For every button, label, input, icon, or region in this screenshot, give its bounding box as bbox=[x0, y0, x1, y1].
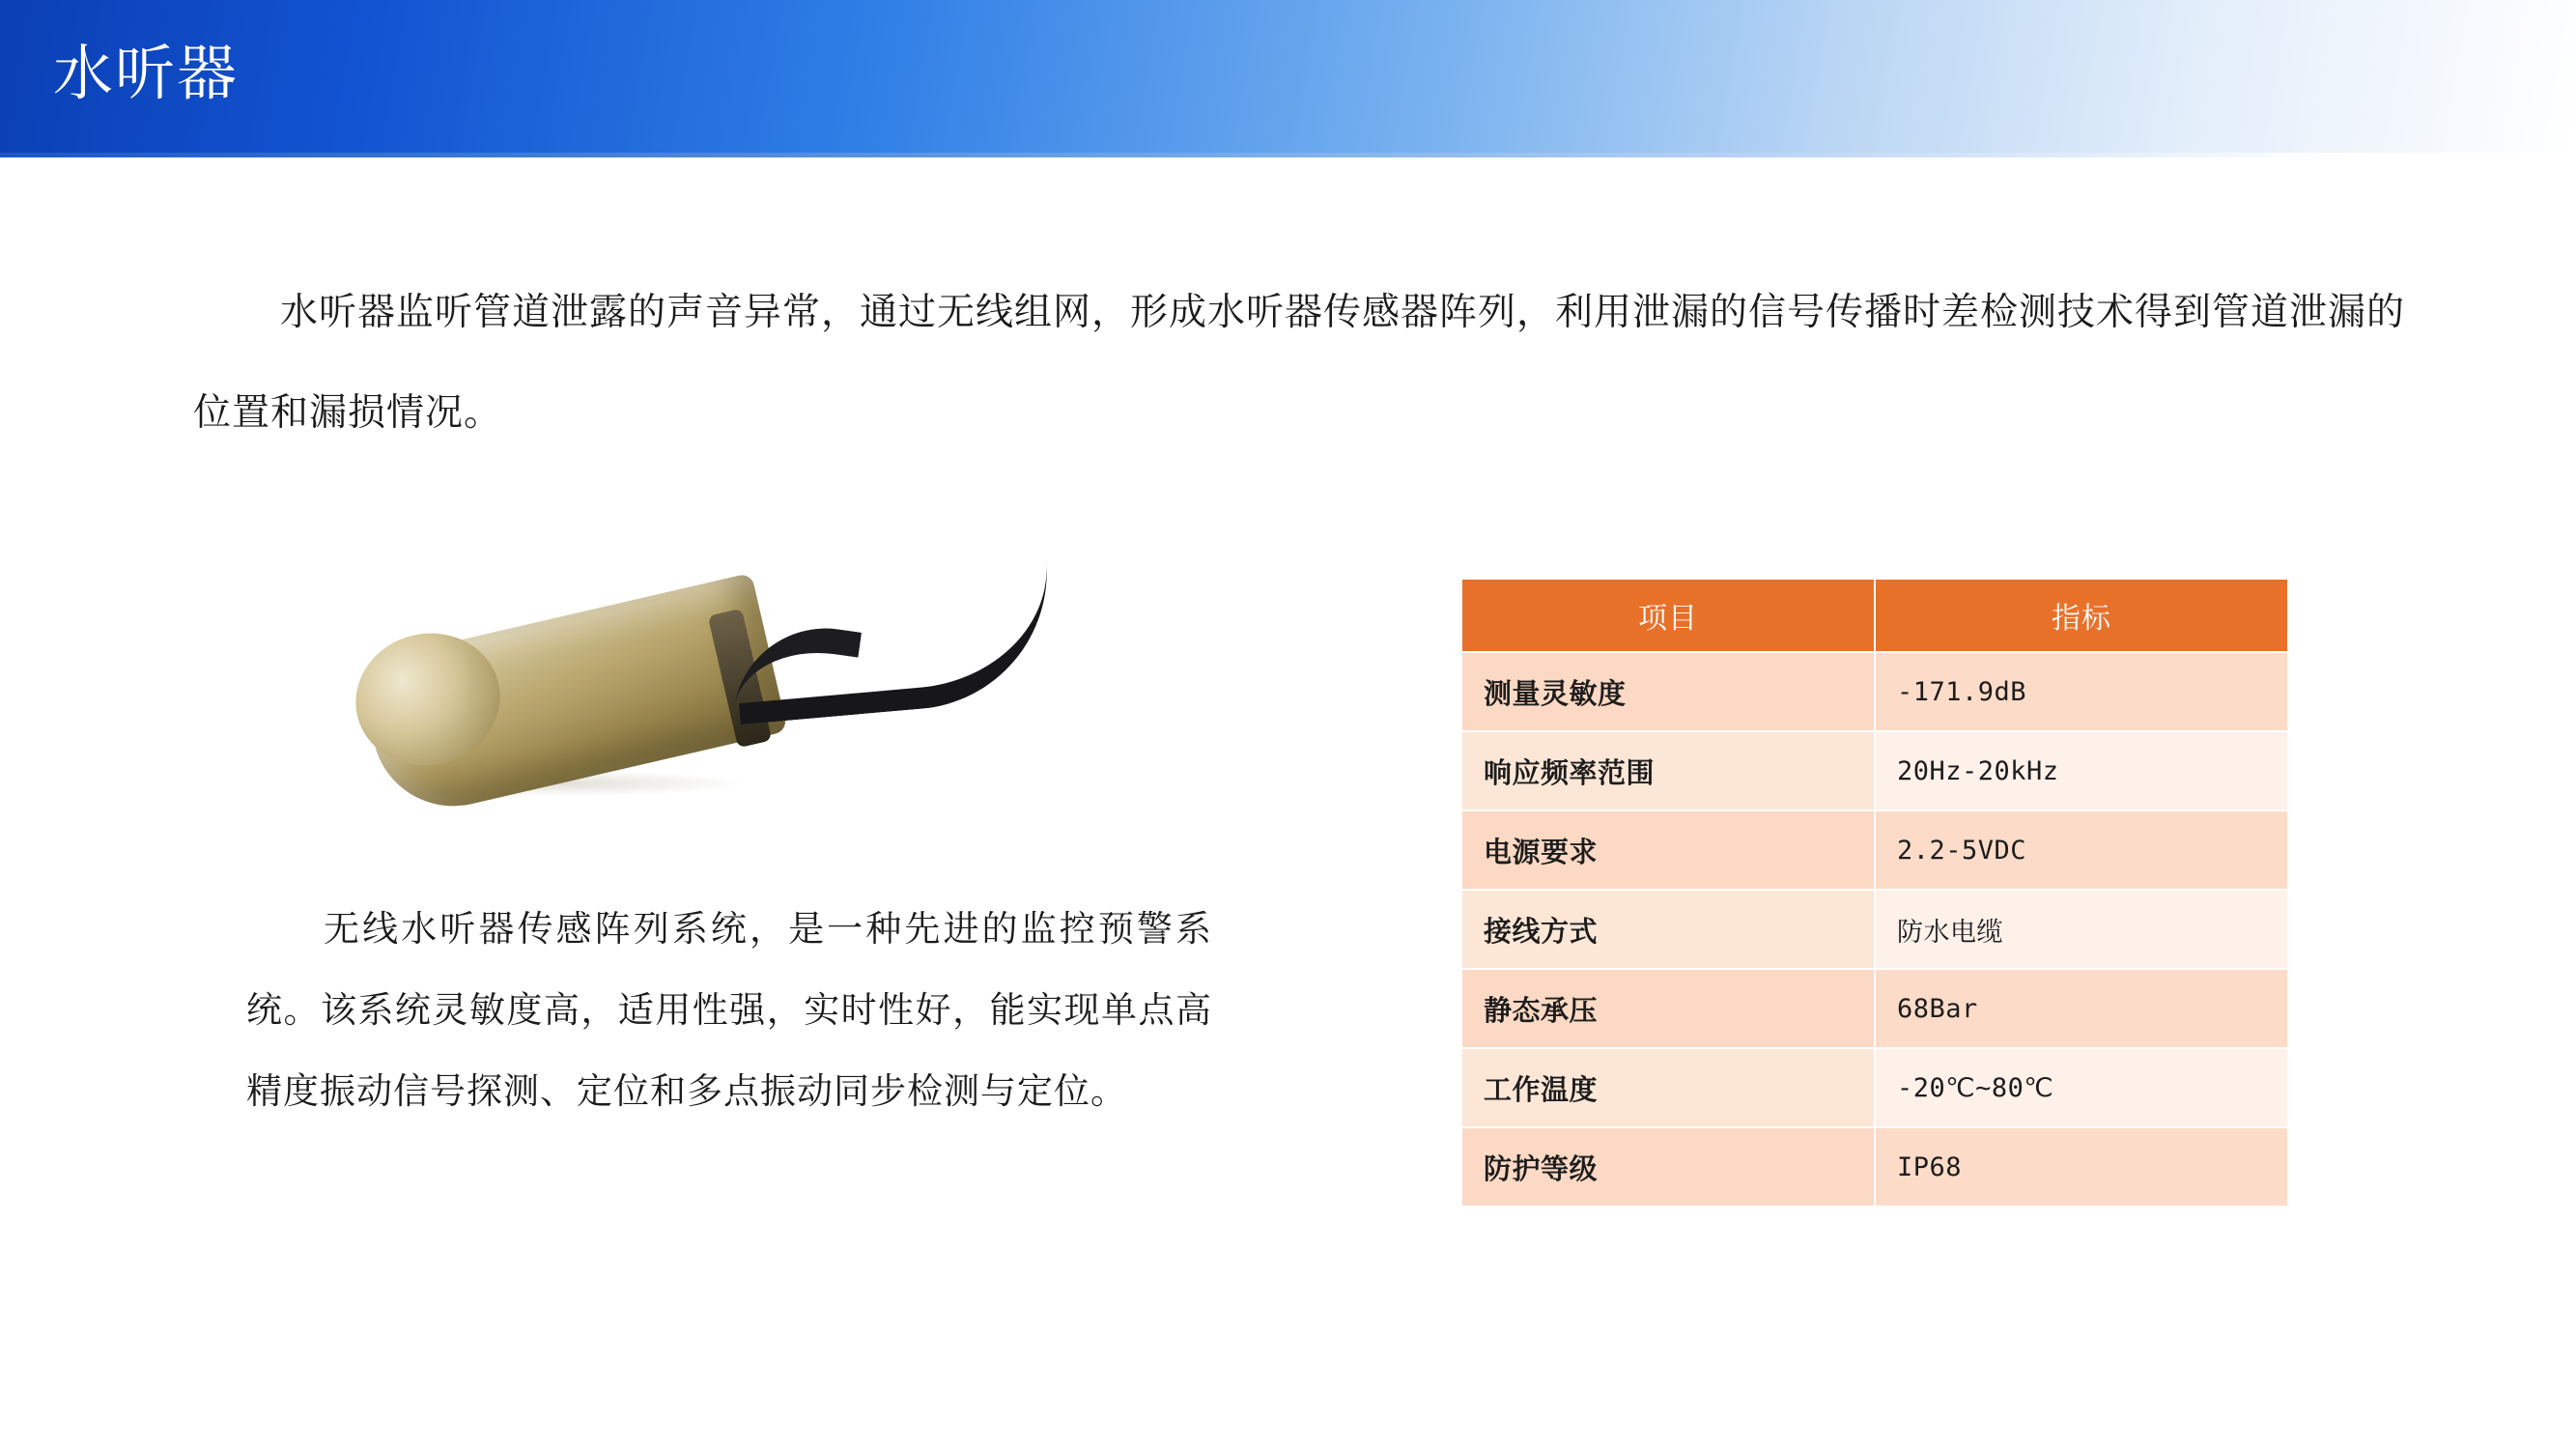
header-underline bbox=[0, 153, 2576, 157]
table-header-row bbox=[1461, 579, 2288, 652]
table-cell-value: IP68 bbox=[1875, 1127, 2288, 1207]
table-cell-item: 接线方式 bbox=[1461, 890, 1875, 969]
table-header-value: 指标 bbox=[1875, 579, 2288, 652]
table-cell-item: 响应频率范围 bbox=[1461, 731, 1875, 810]
table-cell-value: -171.9dB bbox=[1875, 652, 2288, 731]
table-cell-item: 测量灵敏度 bbox=[1461, 652, 1875, 731]
table-cell-item: 电源要求 bbox=[1461, 810, 1875, 890]
table-cell-value: -20℃~80℃ bbox=[1875, 1048, 2288, 1127]
table-cell-value: 2.2-5VDC bbox=[1875, 810, 2288, 890]
table-row bbox=[1461, 652, 2288, 731]
table-header-item: 项目 bbox=[1461, 579, 1875, 652]
hydrophone-product-image bbox=[319, 541, 1149, 831]
intro-paragraph: 水听器监听管道泄露的声音异常，通过无线组网，形成水听器传感器阵列，利用泄漏的信号传播时差检测技术得到管道泄漏的位置和漏损情况。 bbox=[193, 292, 2406, 434]
table-cell-value: 20Hz-20kHz bbox=[1875, 731, 2288, 810]
table-cell-item: 防护等级 bbox=[1461, 1127, 1875, 1207]
table-row bbox=[1461, 731, 2288, 810]
table-cell-value: 68Bar bbox=[1875, 969, 2288, 1048]
table-row bbox=[1461, 1127, 2288, 1207]
page-header-banner bbox=[0, 0, 2576, 153]
table-cell-item: 工作温度 bbox=[1461, 1048, 1875, 1127]
table-body bbox=[1461, 652, 2288, 1207]
table-row bbox=[1461, 1048, 2288, 1127]
table-row bbox=[1461, 810, 2288, 890]
table-cell-item: 静态承压 bbox=[1461, 969, 1875, 1048]
page-title: 水听器 bbox=[53, 41, 240, 107]
table-row bbox=[1461, 969, 2288, 1048]
table-cell-value: 防水电缆 bbox=[1875, 890, 2288, 969]
table-row bbox=[1461, 890, 2288, 969]
specification-table bbox=[1460, 578, 2289, 1208]
description-paragraph: 无线水听器传感阵列系统，是一种先进的监控预警系统。该系统灵敏度高，适用性强，实时性好，能实现单点高精度振动信号探测、定位和多点振动同步检测与定位。 bbox=[246, 909, 1212, 1111]
